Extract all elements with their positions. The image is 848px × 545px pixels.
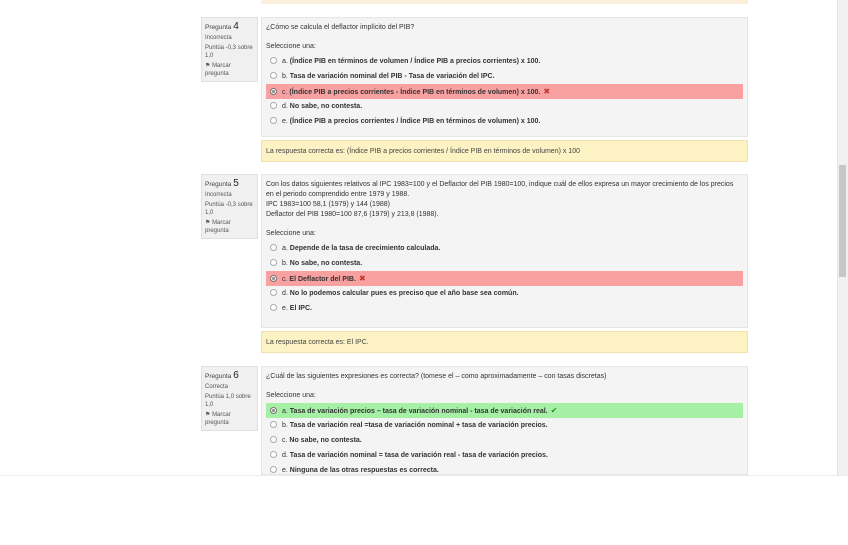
question-grade: Puntúa 1,0 sobre 1,0 [205,394,251,408]
option-c-selected-incorrect[interactable]: c. (Índice PIB a precios corrientes - Índice PIB en términos de volumen) x 100. ✖ [266,84,743,99]
radio-button[interactable] [270,451,277,458]
incorrect-icon: ✖ [543,87,551,96]
question-grade: Puntúa -0,3 sobre 1,0 [205,202,253,216]
radio-button[interactable] [270,436,277,443]
question-state: Incorrecta [205,192,232,198]
option-b[interactable]: b. No sabe, no contesta. [266,256,743,271]
radio-button[interactable] [270,259,277,266]
question-info [201,174,258,239]
flag-icon: ⚑ [205,63,211,69]
option-d[interactable]: d. Tasa de variación nominal = tasa de variación real - tasa de variación precios. [266,448,743,463]
previous-feedback-strip [261,0,748,4]
option-a-selected-correct[interactable]: a. Tasa de variación precios – tasa de variación nominal - tasa de variación real. ✔ [266,403,743,418]
radio-button[interactable] [270,289,277,296]
option-e[interactable]: e. El IPC. [266,301,743,316]
correct-answer-feedback: La respuesta correcta es: (Índice PIB a precios corrientes / Índice PIB en términos de volumen) x 100 [261,140,748,162]
option-c[interactable]: c. No sabe, no contesta. [266,433,743,448]
question-info [201,366,258,431]
question-info [201,17,258,82]
flag-question-link[interactable]: ⚑ Marcar pregunta [205,63,231,77]
radio-button[interactable] [270,421,277,428]
select-prompt: Seleccione una: [266,230,316,237]
scrollbar-thumb[interactable] [839,165,846,277]
option-b[interactable]: b. Tasa de variación nominal del PIB - Tasa de variación del IPC. [266,69,743,84]
viewport-bottom-divider [0,475,848,476]
radio-button[interactable] [270,57,277,64]
flag-question-link[interactable]: ⚑ Marcar pregunta [205,220,231,234]
correct-check-icon: ✔ [550,406,558,415]
question-data-ipc: IPC 1983=100 58,1 (1979) y 144 (1988) [266,201,390,208]
option-b[interactable]: b. Tasa de variación real =tasa de variación nominal + tasa de variación precios. [266,418,743,433]
option-c-selected-incorrect[interactable]: c. El Deflactor del PIB. ✖ [266,271,743,286]
question-grade: Puntúa -0,3 sobre 1,0 [205,45,253,59]
incorrect-icon: ✖ [358,274,366,283]
select-prompt: Seleccione una: [266,43,316,50]
radio-button[interactable] [270,275,277,282]
option-d[interactable]: d. No sabe, no contesta. [266,99,743,114]
radio-button[interactable] [270,407,277,414]
radio-button[interactable] [270,244,277,251]
question-formulation [261,17,748,137]
option-d[interactable]: d. No lo podemos calcular pues es preciso que el año base sea común. [266,286,743,301]
option-a[interactable]: a. (Índice PIB en términos de volumen / Índice PIB a precios corrientes) x 100. [266,54,743,69]
question-number: Pregunta 4 [205,21,239,32]
option-e[interactable]: e. (Índice PIB a precios corrientes / Índice PIB en términos de volumen) x 100. [266,114,743,129]
answer-list [266,403,743,478]
select-prompt: Seleccione una: [266,392,316,399]
radio-button[interactable] [270,466,277,473]
flag-icon: ⚑ [205,220,211,226]
radio-button[interactable] [270,72,277,79]
question-state: Incorrecta [205,35,232,41]
question-text: Con los datos siguientes relativos al IPC 1983=100 y el Deflactor del PIB 1980=100, indique cuál de ellos expresa un mayor crecimiento de los precios en el periodo comprendido entre 1979 y 1988. [266,181,734,198]
radio-button[interactable] [270,88,277,95]
radio-button[interactable] [270,102,277,109]
correct-answer-feedback: La respuesta correcta es: El IPC. [261,331,748,353]
option-e[interactable]: e. Ninguna de las otras respuestas es correcta. [266,463,743,478]
radio-button[interactable] [270,117,277,124]
flag-icon: ⚑ [205,412,211,418]
question-formulation [261,366,748,475]
radio-button[interactable] [270,304,277,311]
question-formulation [261,174,748,328]
question-text: ¿Cómo se calcula el deflactor implícito del PIB? [266,24,415,31]
question-text: ¿Cuál de las siguientes expresiones es correcta? (tomese el – como aproximadamente – con tasas discretas) [266,373,607,380]
answer-list [266,241,743,316]
question-data-deflactor: Deflactor del PIB 1980=100 87,6 (1979) y 213,8 (1988). [266,211,439,218]
option-a[interactable]: a. Depende de la tasa de crecimiento calculada. [266,241,743,256]
question-state: Correcta [205,384,229,390]
flag-question-link[interactable]: ⚑ Marcar pregunta [205,412,231,426]
question-number: Pregunta 5 [205,178,239,189]
question-number: Pregunta 6 [205,370,239,381]
answer-list [266,54,743,129]
